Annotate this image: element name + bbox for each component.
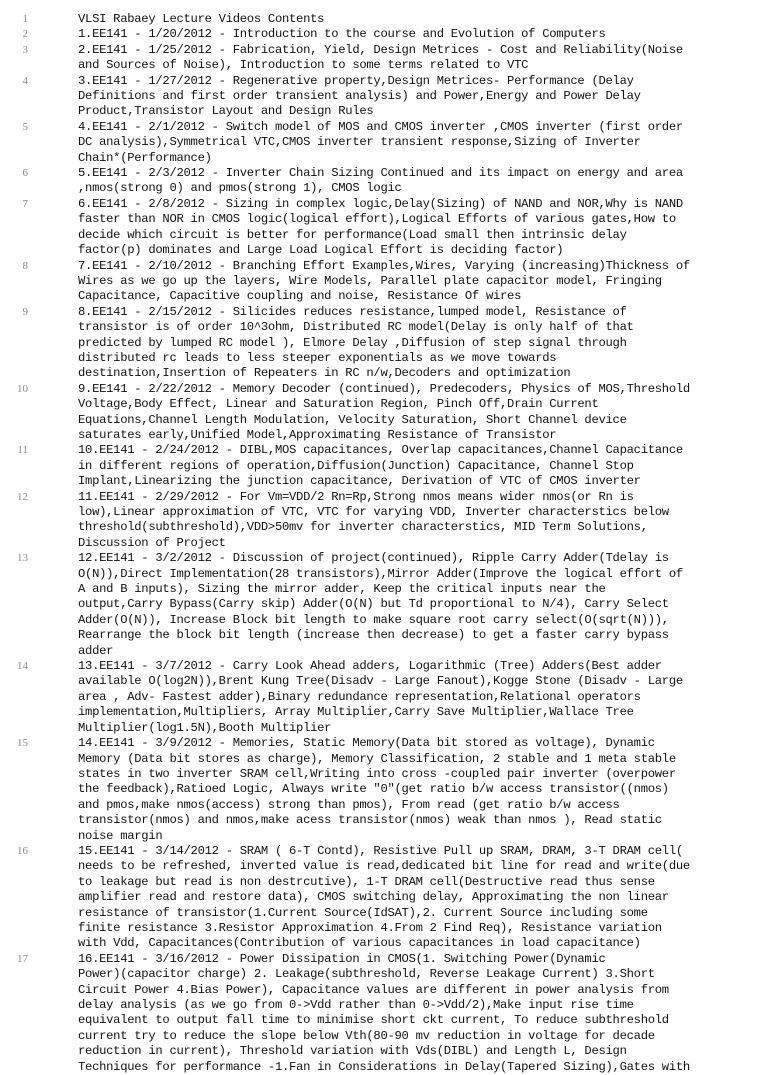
line-text: 1.EE141 - 1/20/2012 - Introduction to the course and Evolution of Computers xyxy=(78,27,606,42)
line-text: 2.EE141 - 1/25/2012 - Fabrication, Yield, Design Metrices - Cost and Reliability(Noise and Sources of Noise), Introduction to some terms related to VTC xyxy=(78,42,683,73)
line-number: 12 xyxy=(17,490,28,503)
line-number: 14 xyxy=(17,660,28,673)
document-line xyxy=(0,120,768,166)
line-text: 5.EE141 - 2/3/2012 - Inverter Chain Sizing Continued and its impact on energy and area ,nmos(strong 0) and pmos(strong 1), CMOS logic xyxy=(78,166,683,196)
document-line xyxy=(0,952,768,1075)
document-line xyxy=(0,490,768,552)
line-text: 4.EE141 - 2/1/2012 - Switch model of MOS and CMOS inverter ,CMOS inverter (first order DC analysis),Symmetrical VTC,CMOS inverter transient response,Sizing of Inverter Chain*(Performance) xyxy=(78,119,683,165)
line-number: 1 xyxy=(22,13,28,25)
line-text: 13.EE141 - 3/7/2012 - Carry Look Ahead adders, Logarithmic (Tree) Adders(Best adder available O(log2N)),Brent Kung Tree(Disadv - Large Fanout),Kogge Stone (Disadv - Large area , Adv- Fastest adder),Binary redundance representation,Relational operators implementation,Multipliers, Array Multiplier,Carry Save Multiplier,Wallace Tree Multiplier(log1.5N),Booth Multiplier xyxy=(78,659,683,735)
document-line xyxy=(0,659,768,736)
document-line xyxy=(0,12,768,27)
line-number: 11 xyxy=(17,444,28,457)
line-number: 3 xyxy=(22,43,28,56)
line-text: 9.EE141 - 2/22/2012 - Memory Decoder (continued), Predecoders, Physics of MOS,Threshold Voltage,Body Effect, Linear and Saturation Region, Pinch Off,Drain Current Equations,Channel Length Modulation, Velocity Saturation, Short Channel device saturates early,Unified Model,Approximating Resistance of Transistor xyxy=(78,381,690,442)
line-number: 6 xyxy=(22,167,28,180)
line-number: 5 xyxy=(22,120,28,133)
document-line xyxy=(0,305,768,382)
document-line xyxy=(0,736,768,844)
line-number: 13 xyxy=(17,552,28,565)
line-text: 6.EE141 - 2/8/2012 - Sizing in complex logic,Delay(Sizing) of NAND and NOR,Why is NAND faster than NOR in CMOS logic(logical effort),Logical Efforts of various gates,How to decide which circuit is better for performance(Load small then intrinsic delay factor(p) dominates and Large Load Logical Effort is deciding factor) xyxy=(78,196,683,258)
line-text: 15.EE141 - 3/14/2012 - SRAM ( 6-T Contd), Resistive Pull up SRAM, DRAM, 3-T DRAM cell( needs to be refreshed, inverted value is read,dedicated bit line for read and write(due to leakage but read is non destrcutive), 1-T DRAM cell(Destructive read thus sense amplifier read and restore data), CMOS switching delay, Approximating the non linear resistance of transistor(1.Current Source(IdSAT),2. Current Source including some finite resistance 3.Resistor Approximation 4.From 2 Find Req), Resistance variation with Vdd, Capacitances(Contribution of various capacitances in load capacitance) xyxy=(78,843,690,951)
document-line xyxy=(0,166,768,197)
document-line xyxy=(0,74,768,120)
document-page xyxy=(0,12,768,1075)
line-number: 2 xyxy=(22,28,28,41)
line-number: 10 xyxy=(17,382,28,395)
line-number: 17 xyxy=(17,952,28,965)
line-text: 16.EE141 - 3/16/2012 - Power Dissipation in CMOS(1. Switching Power(Dynamic Power)(capacitor charge) 2. Leakage(subthreshold, Reverse Leakage Current) 3.Short Circuit Power 4.Bias Power), Capacitance values are different in power analysis from delay analysis (as we go from 0->Vdd rather than 0->Vdd/2),Make input rise time equivalent to output fall time to minimise short ckt current, To reduce subthreshold current try to reduce the slope below Vth(80-90 mv reduction in voltage for decade reduction in current), Threshold variation with Vds(DIBL) and Length L, Design Techniques for performance -1.Fan in Considerations in Delay(Tapered Sizing),Gates with xyxy=(78,951,690,1074)
line-number: 7 xyxy=(22,197,28,210)
document-line xyxy=(0,551,768,659)
line-text: 11.EE141 - 2/29/2012 - For Vm=VDD/2 Rn=Rp,Strong nmos means wider nmos(or Rn is low),Linear approximation of VTC, VTC for varying VDD, Inverter characterstics below threshold(subthreshold),VDD>50mv for inverter characterstics, MID Term Solutions, Discussion of Project xyxy=(78,489,669,550)
document-line xyxy=(0,259,768,305)
line-text: 12.EE141 - 3/2/2012 - Discussion of project(continued), Ripple Carry Adder(Tdelay is O(N)),Direct Implementation(28 transistors),Mirror Adder(Improve the logical effort of A and B inputs), Sizing the mirror adder, Keep the critical inputs near the output,Carry Bypass(Carry skip) Adder(O(N) but Td proportional to N/4), Carry Select Adder(O(N)), Increase Block bit length to make square root carry select(O(sqrt(N))), Rearrange the block bit length (increase then decrease) to get a faster carry bypass adder xyxy=(78,551,683,658)
line-number: 9 xyxy=(22,305,28,318)
document-line xyxy=(0,43,768,74)
line-text: 7.EE141 - 2/10/2012 - Branching Effort Examples,Wires, Varying (increasing)Thickness of Wires as we go up the layers, Wire Models, Parallel plate capacitor model, Fringing Capacitance, Capacitive coupling and noise, Resistance Of wires xyxy=(78,258,690,304)
document-line xyxy=(0,443,768,489)
line-number: 16 xyxy=(17,844,28,857)
line-number: 15 xyxy=(17,737,28,750)
line-text: 3.EE141 - 1/27/2012 - Regenerative property,Design Metrices- Performance (Delay Definitions and first order transient analysis) and Power,Energy and Power Delay Product,Transistor Layout and Design Rules xyxy=(78,73,641,119)
line-number: 8 xyxy=(22,259,28,272)
document-line xyxy=(0,382,768,444)
line-text: 8.EE141 - 2/15/2012 - Silicides reduces resistance,lumped model, Resistance of transistor is of order 10^3ohm, Distributed RC model(Delay is only half of that predicted by lumped RC model ), Elmore Delay ,Diffusion of step signal through distributed rc leads to less steeper exponentials as we move towards destination,Insertion of Repeaters in RC n/w,Decoders and optimization xyxy=(78,304,634,381)
document-line xyxy=(0,197,768,259)
line-text: 10.EE141 - 2/24/2012 - DIBL,MOS capacitances, Overlap capacitances,Channel Capacitance in different regions of operation,Diffusion(Junction) Capacitance, Channel Stop Implant,Linearizing the junction capacitance, Derivation of VTC of CMOS inverter xyxy=(78,443,683,489)
line-number: 4 xyxy=(22,74,28,87)
document-line xyxy=(0,844,768,952)
document-line xyxy=(0,27,768,42)
line-text: VLSI Rabaey Lecture Videos Contents xyxy=(78,12,325,26)
line-text: 14.EE141 - 3/9/2012 - Memories, Static Memory(Data bit stored as voltage), Dynamic Memory (Data bit stores as charge), Memory Classification, 2 stable and 1 meta stable states in two inverter SRAM cell,Writing into cross -coupled pair inverter (overpower the feedback),Ratioed Logic, Always write "0"(get ratio b/w access transistor((nmos) and pmos,make nmos(access) strong than pmos), From read (get ratio b/w access transistor(nmos) and nmos,make acess transistor(nmos) weak than nmos ), Read static noise margin xyxy=(78,736,676,843)
